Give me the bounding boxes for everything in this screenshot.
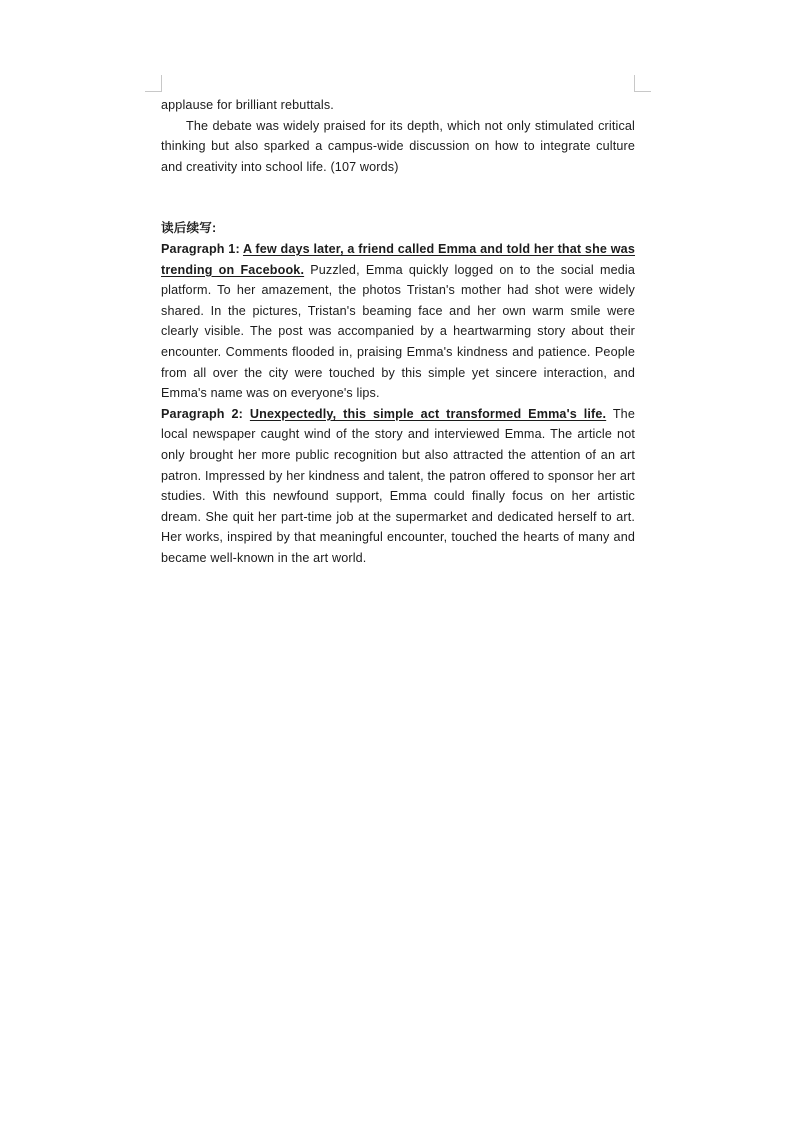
intro-continuation-line: applause for brilliant rebuttals. (161, 98, 334, 112)
paragraph-2-body: The local newspaper caught wind of the story and interviewed Emma. The article not only brought her more public recognition but also attracted the attention of an art patron. Impressed by her kindness and talent, the patron offered to sponsor her art studies. With this newfound support, Emma could finally focus on her artistic dream. She quit her part-time job at the supermarket and dedicated herself to art. Her works, inspired by that meaningful encounter, touched the hearts of many and became well-known in the art world. (161, 406, 635, 565)
section-heading: 读后续写: (161, 221, 217, 236)
document-body (161, 95, 635, 568)
paragraph-2-label: Paragraph 2: (161, 406, 250, 421)
margin-corner-mark-left (145, 75, 162, 92)
paragraph-1-lead-sentence: A few days later, a friend called Emma and told her that she was trending on Facebook. (161, 241, 635, 277)
intro-paragraph: The debate was widely praised for its depth, which not only stimulated critical thinking but also sparked a campus-wide discussion on how to integrate culture and creativity into school life. (107 words) (161, 118, 635, 174)
paragraph-2 (161, 404, 635, 569)
paragraph-1-body: Puzzled, Emma quickly logged on to the social media platform. To her amazement, the photos Tristan's mother had shot were widely shared. In the pictures, Tristan's beaming face and her own warm smile were clearly visible. The post was accompanied by a heartwarming story about their encounter. Comments flooded in, praising Emma's kindness and patience. People from all over the city were touched by this simple yet sincere interaction, and Emma's name was on everyone's lips. (161, 262, 635, 401)
paragraph-2-lead-sentence: Unexpectedly, this simple act transformed Emma's life. (249, 406, 607, 421)
paragraph-1 (161, 239, 635, 404)
section-spacer (161, 177, 635, 218)
paragraph-1-label: Paragraph 1: (161, 241, 243, 256)
margin-corner-mark-right (634, 75, 651, 92)
